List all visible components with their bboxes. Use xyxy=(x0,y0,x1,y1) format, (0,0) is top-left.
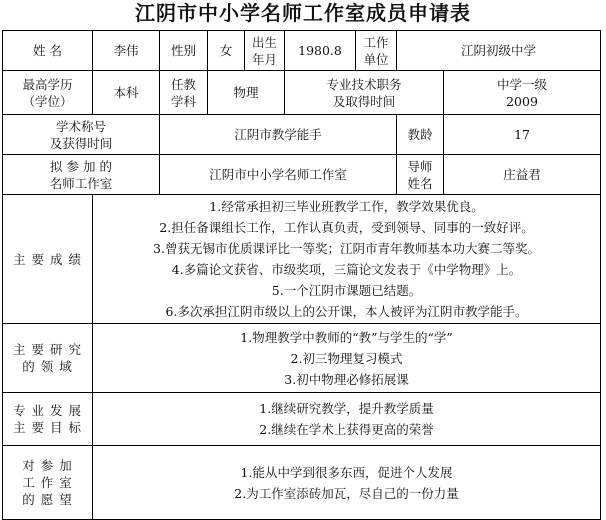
form-title: 江阴市中小学名师工作室成员申请表 xyxy=(135,1,471,25)
research-item: 2.初三物理复习模式 xyxy=(290,350,403,366)
achievement-item: 1.经常承担初三毕业班教学工作，教学效果优良。 xyxy=(209,199,484,214)
birth-value: 1980.8 xyxy=(285,31,356,71)
wish-item: 1.能从中学到很多东西，促进个人发展 xyxy=(240,464,453,480)
gender-value: 女 xyxy=(208,31,245,71)
wishes-row xyxy=(3,446,601,520)
wishes-label: 对 参 加 工 作 室 的 愿 望 xyxy=(3,446,93,520)
mentor-label: 导师 姓名 xyxy=(397,155,444,195)
professional-title-label: 专业技术职务 及取得时间 xyxy=(285,71,444,115)
application-form-table xyxy=(2,30,601,520)
mentor-value: 庄益君 xyxy=(444,155,601,195)
goals-label: 专 业 发 展 主 要 目 标 xyxy=(3,393,93,446)
wishes-content xyxy=(93,446,601,520)
goal-item: 1.继续研究教学，提升教学质量 xyxy=(259,401,434,416)
education-row xyxy=(3,71,601,115)
basic-info-row xyxy=(3,31,601,71)
research-label: 主 要 研 究 的 领 域 xyxy=(3,324,93,393)
studio-value: 江阴市中小学名师工作室 xyxy=(160,155,397,195)
achievements-label: 主 要 成 绩 xyxy=(3,195,93,324)
research-item: 3.初中物理必修拓展课 xyxy=(284,371,409,387)
goal-item: 2.继续在学术上获得更高的荣誉 xyxy=(259,422,434,437)
academic-title-label: 学术称号 及获得时间 xyxy=(3,115,160,155)
gender-label: 性别 xyxy=(160,31,208,71)
wish-item: 2.为工作室添砖加瓦，尽自己的一份力量 xyxy=(234,485,459,501)
subject-value: 物理 xyxy=(208,71,285,115)
education-label: 最高学历 （学位） xyxy=(3,71,93,115)
achievement-item: 2.担任备课组长工作，工作认真负责，受到领导、同事的一致好评。 xyxy=(159,220,534,235)
professional-title-value: 中学一级 2009 xyxy=(444,71,601,115)
name-value: 李伟 xyxy=(93,31,160,71)
honor-row xyxy=(3,115,601,155)
studio-label: 拟 参 加 的 名师工作室 xyxy=(3,155,160,195)
birth-label: 出生 年月 xyxy=(245,31,285,71)
teaching-years-value: 17 xyxy=(444,115,601,155)
education-value: 本科 xyxy=(93,71,160,115)
academic-title-value: 江阴市教学能手 xyxy=(160,115,397,155)
goals-row xyxy=(3,393,601,446)
achievements-row xyxy=(3,195,601,324)
achievement-item: 6.多次承担江阴市级以上的公开课，本人被评为江阴市教学能手。 xyxy=(165,304,528,319)
achievement-item: 5.一个江阴市课题已结题。 xyxy=(271,283,422,298)
subject-label: 任教 学科 xyxy=(160,71,208,115)
achievement-item: 3.曾获无锡市优质课评比一等奖；江阴市青年教师基本功大赛二等奖。 xyxy=(153,241,540,256)
teaching-years-label: 教龄 xyxy=(397,115,444,155)
research-row xyxy=(3,324,601,393)
work-unit-value: 江阴初级中学 xyxy=(397,31,601,71)
achievements-content xyxy=(93,195,601,324)
work-unit-label: 工作 单位 xyxy=(356,31,397,71)
goals-content xyxy=(93,393,601,446)
research-item: 1.物理教学中教师的“教”与学生的“学” xyxy=(240,329,453,345)
name-label: 姓 名 xyxy=(3,31,93,71)
research-content xyxy=(93,324,601,393)
studio-row xyxy=(3,155,601,195)
achievement-item: 4.多篇论文获省、市级奖项，三篇论文发表于《中学物理》上。 xyxy=(171,262,522,277)
